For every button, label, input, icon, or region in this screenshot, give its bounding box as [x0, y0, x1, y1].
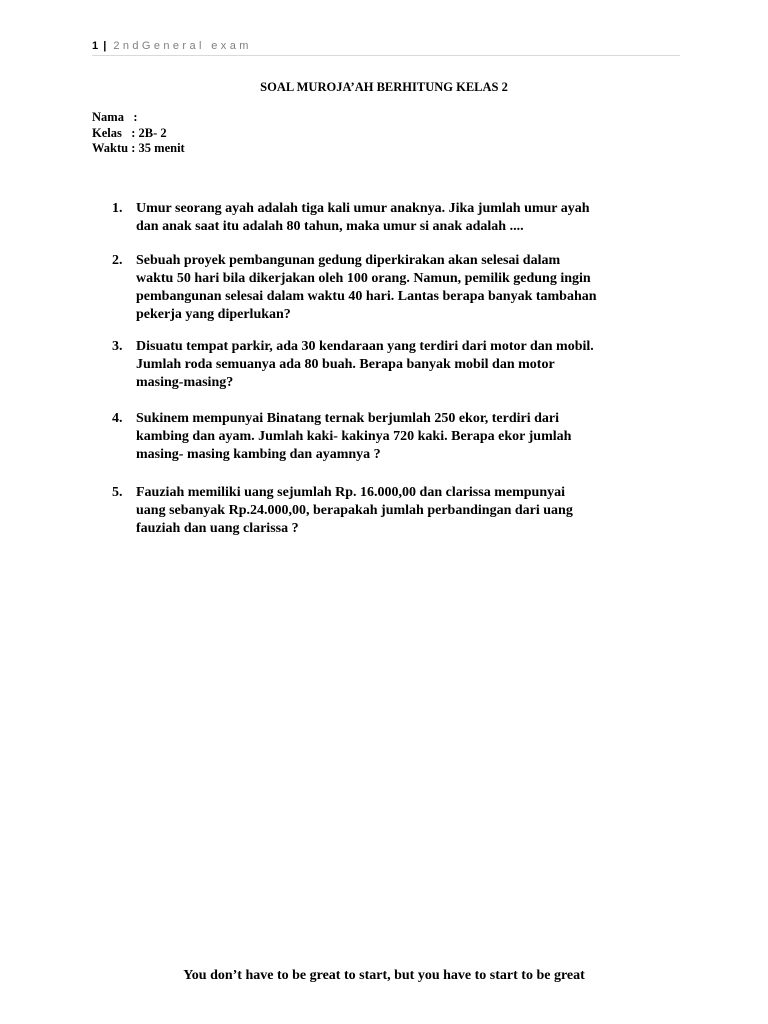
question-line: Fauziah memiliki uang sejumlah Rp. 16.000,00 dan clarissa mempunyai: [136, 485, 565, 500]
info-kelas: Kelas : 2B- 2: [92, 125, 167, 140]
question-line: masing- masing kambing dan ayamnya ?: [136, 447, 381, 462]
question-text: [136, 410, 682, 464]
question-item: [112, 252, 682, 324]
question-line: pembangunan selesai dalam waktu 40 hari. Lantas berapa banyak tambahan: [136, 289, 597, 304]
question-line: waktu 50 hari bila dikerjakan oleh 100 orang. Namun, pemilik gedung ingin: [136, 271, 591, 286]
question-line: uang sebanyak Rp.24.000,00, berapakah jumlah perbandingan dari uang: [136, 503, 573, 518]
question-line: fauziah dan uang clarissa ?: [136, 521, 299, 536]
question-line: dan anak saat itu adalah 80 tahun, maka umur si anak adalah ....: [136, 219, 524, 234]
question-number: 2.: [112, 253, 123, 268]
question-line: masing-masing?: [136, 375, 234, 390]
question-number: 1.: [112, 201, 123, 216]
page-number: 1: [92, 40, 99, 52]
page-header: [92, 39, 680, 56]
question-number: 4.: [112, 411, 123, 426]
page-separator: |: [103, 40, 107, 52]
student-info: [92, 110, 185, 157]
question-line: pekerja yang diperlukan?: [136, 307, 291, 322]
question-item: [112, 200, 682, 236]
question-line: Jumlah roda semuanya ada 80 buah. Berapa banyak mobil dan motor: [136, 357, 555, 372]
question-text: [136, 484, 682, 538]
info-waktu: Waktu : 35 menit: [92, 141, 185, 155]
question-item: [112, 338, 682, 392]
question-number: 3.: [112, 339, 123, 354]
question-line: Sebuah proyek pembangunan gedung diperkirakan akan selesai dalam: [136, 253, 561, 268]
footer-quote: You don’t have to be great to start, but you have to start to be great: [183, 968, 585, 983]
question-line: Disuatu tempat parkir, ada 30 kendaraan yang terdiri dari motor dan mobil.: [136, 339, 594, 354]
header-label: 2ndGeneral exam: [113, 40, 252, 52]
question-line: Sukinem mempunyai Binatang ternak berjumlah 250 ekor, terdiri dari: [136, 411, 560, 426]
question-text: [136, 338, 682, 392]
question-number: 5.: [112, 485, 123, 500]
question-item: [112, 484, 682, 538]
question-text: [136, 252, 682, 324]
document-title: SOAL MUROJA’AH BERHITUNG KELAS 2: [260, 80, 508, 94]
question-item: [112, 410, 682, 464]
info-nama: Nama :: [92, 110, 138, 124]
question-text: [136, 200, 682, 236]
question-line: kambing dan ayam. Jumlah kaki- kakinya 720 kaki. Berapa ekor jumlah: [136, 429, 572, 444]
question-line: Umur seorang ayah adalah tiga kali umur anaknya. Jika jumlah umur ayah: [136, 201, 590, 216]
